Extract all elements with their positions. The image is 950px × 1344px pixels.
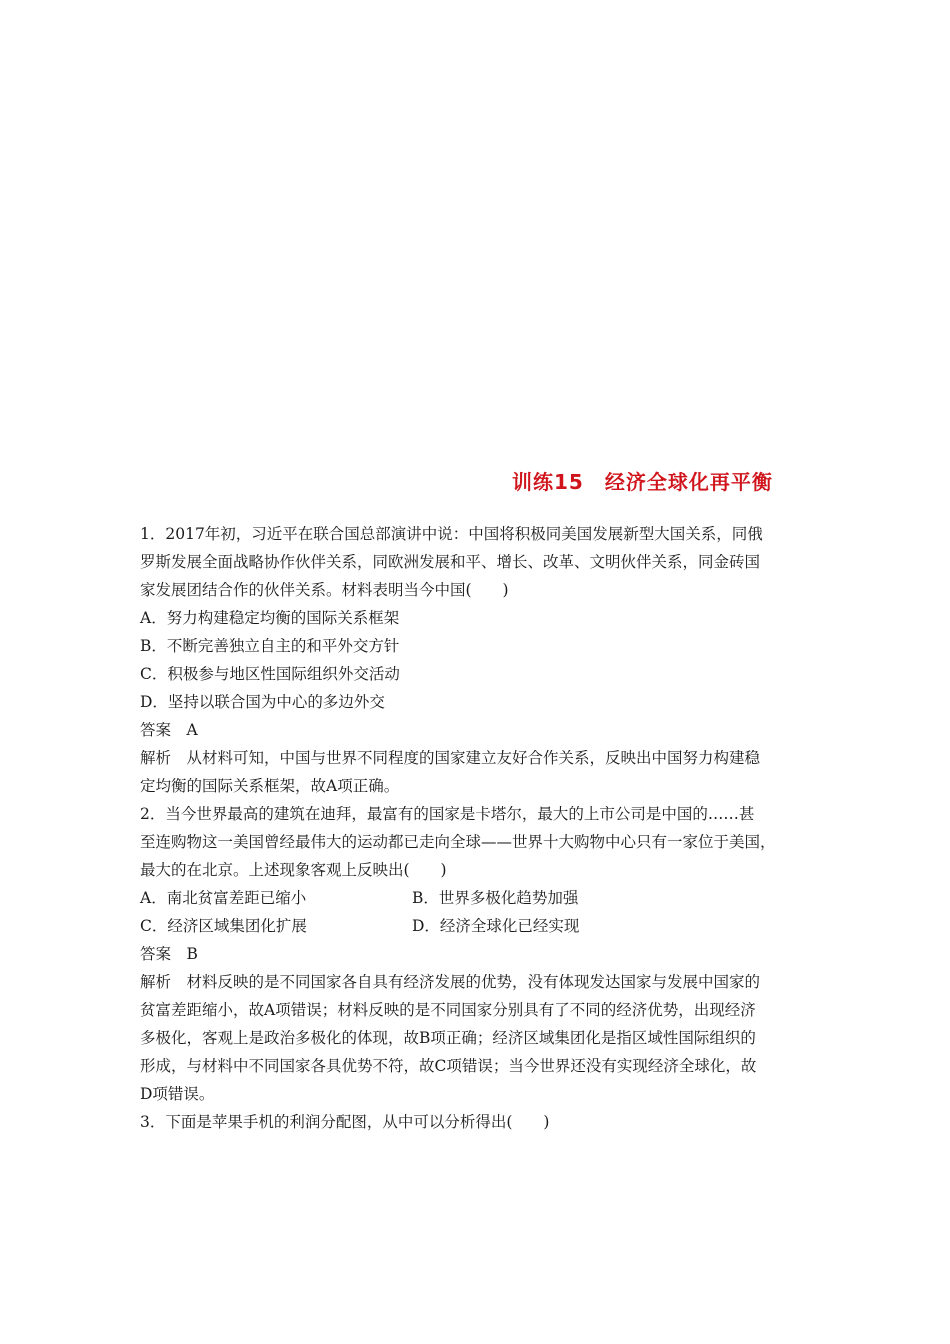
answer: 答案 B — [140, 945, 198, 963]
document-body — [140, 520, 820, 1136]
option-c: C．积极参与地区性国际组织外交活动 — [140, 665, 400, 683]
question-text: 3．下面是苹果手机的利润分配图，从中可以分析得出( ) — [140, 1113, 550, 1131]
analysis-text: 解析 从材料可知，中国与世界不同程度的国家建立友好合作关系，反映出中国努力构建稳 — [140, 749, 761, 767]
analysis-text: 贫富差距缩小，故A项错误；材料反映的是不同国家分别具有了不同的经济优势，出现经济 — [140, 1001, 756, 1019]
option-row — [140, 884, 820, 912]
question-text: 2．当今世界最高的建筑在迪拜，最富有的国家是卡塔尔，最大的上市公司是中国的……甚 — [140, 805, 755, 823]
option-b: B．世界多极化趋势加强 — [412, 889, 579, 907]
analysis-text: 定均衡的国际关系框架，故A项正确。 — [140, 777, 400, 795]
option-row — [140, 912, 820, 940]
option-c: C．经济区域集团化扩展 — [140, 917, 307, 935]
option-d: D．经济全球化已经实现 — [412, 917, 580, 935]
question-3 — [140, 1108, 820, 1136]
answer: 答案 A — [140, 721, 198, 739]
question-text: 家发展团结合作的伙伴关系。材料表明当今中国( ) — [140, 581, 509, 599]
analysis-text: 形成，与材料中不同国家各具优势不符，故C项错误；当今世界还没有实现经济全球化，故 — [140, 1057, 757, 1075]
question-text: 最大的在北京。上述现象客观上反映出( ) — [140, 861, 447, 879]
question-text: 至连购物这一美国曾经最伟大的运动都已走向全球——世界十大购物中心只有一家位于美国， — [140, 833, 776, 851]
analysis-text: 解析 材料反映的是不同国家各自具有经济发展的优势，没有体现发达国家与发展中国家的 — [140, 973, 761, 991]
analysis-text: 多极化，客观上是政治多极化的体现，故B项正确；经济区域集团化是指区域性国际组织的 — [140, 1029, 756, 1047]
option-a: A．努力构建稳定均衡的国际关系框架 — [140, 609, 400, 627]
question-1 — [140, 520, 820, 800]
option-d: D．坚持以联合国为中心的多边外交 — [140, 693, 385, 711]
question-text: 1．2017年初，习近平在联合国总部演讲中说：中国将积极同美国发展新型大国关系，同俄 — [140, 525, 763, 543]
analysis-text: D项错误。 — [140, 1085, 215, 1103]
page-title: 训练15 经济全球化再平衡 — [512, 470, 773, 494]
question-2 — [140, 800, 820, 1108]
option-a: A．南北贫富差距已缩小 — [140, 889, 307, 907]
option-b: B．不断完善独立自主的和平外交方针 — [140, 637, 400, 655]
question-text: 罗斯发展全面战略协作伙伴关系，同欧洲发展和平、增长、改革、文明伙伴关系，同金砖国 — [140, 553, 761, 571]
